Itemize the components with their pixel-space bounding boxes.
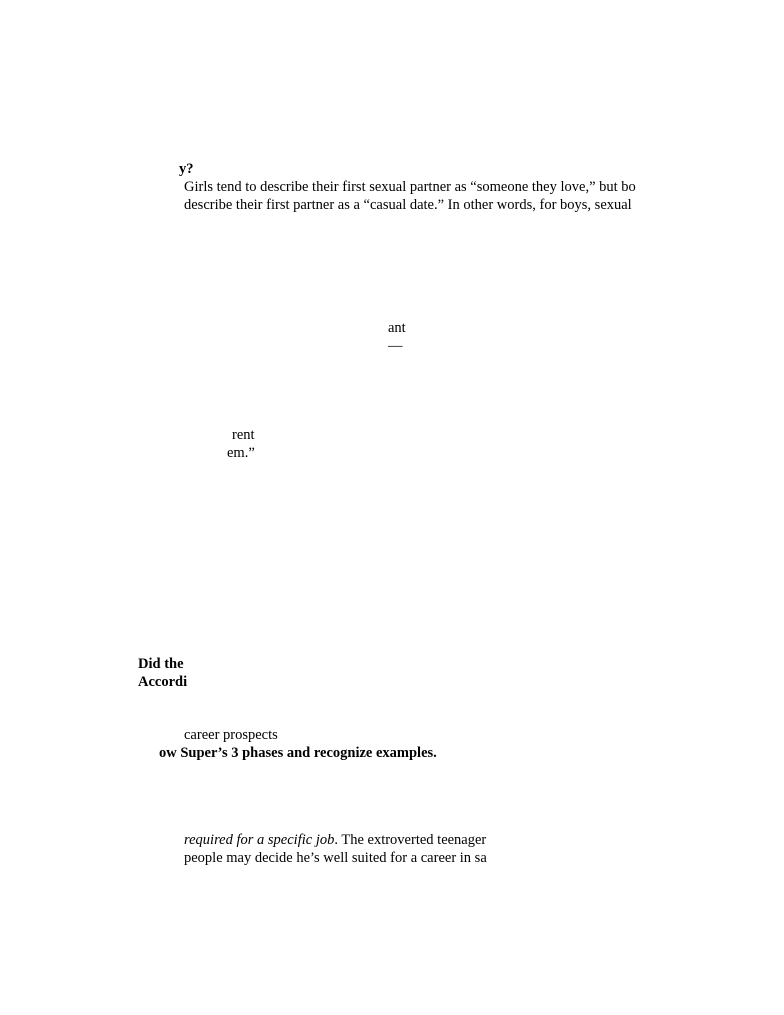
paragraph-line: people may decide he’s well suited for a career in sa xyxy=(184,850,487,866)
paragraph-line: Girls tend to describe their first sexual partner as “someone they love,” but bo xyxy=(184,179,636,195)
text-fragment-dash: — xyxy=(388,338,403,354)
section-heading-line: Accordi xyxy=(138,674,188,690)
objective-heading: ow Super’s 3 phases and recognize examples. xyxy=(159,745,437,761)
paragraph-line xyxy=(184,831,486,849)
italic-phrase: required for a specific job xyxy=(184,832,335,848)
text-fragment-career-prospects: career prospects xyxy=(184,727,278,743)
text-fragment-ant: ant xyxy=(388,320,406,336)
question-heading-fragment: y? xyxy=(179,161,194,177)
paragraph-line: describe their first partner as a “casual date.” In other words, for boys, sexual xyxy=(184,197,632,213)
text-fragment-em: em.” xyxy=(227,445,255,461)
text-fragment-rent: rent xyxy=(232,427,255,443)
paragraph-text: . The extroverted teenager xyxy=(334,832,487,848)
section-heading-line: Did the xyxy=(138,656,184,672)
